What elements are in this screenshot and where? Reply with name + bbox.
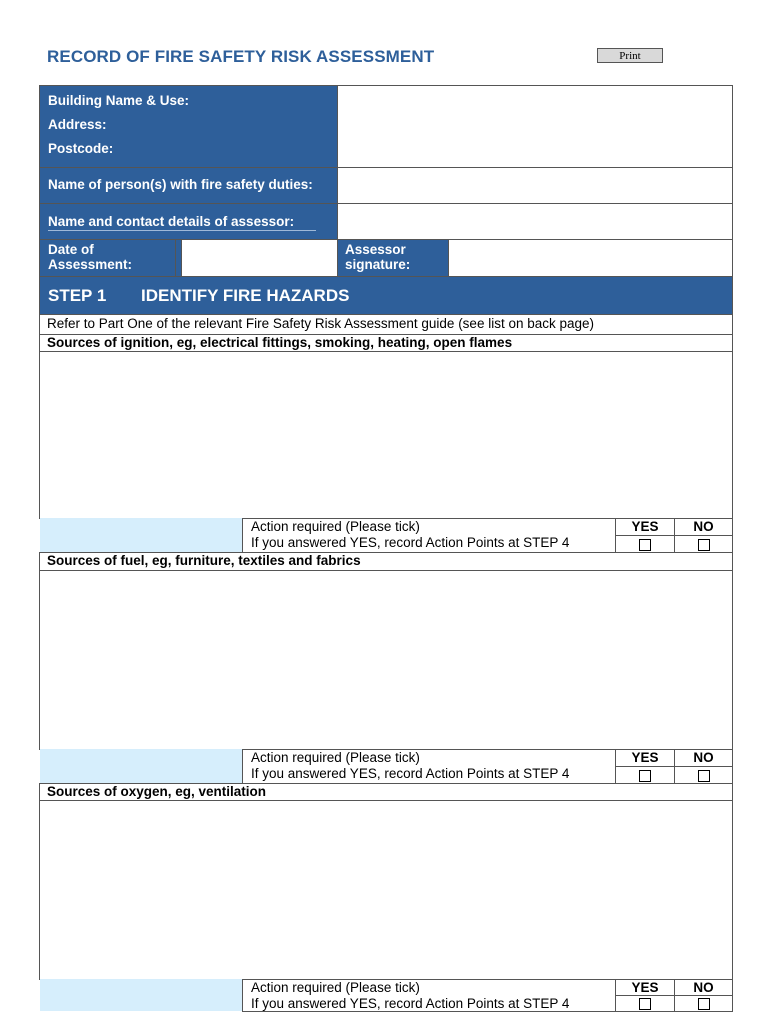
duties-input[interactable] <box>337 167 733 204</box>
yes-label: YES <box>615 979 675 996</box>
section-heading: Sources of fuel, eg, furniture, textiles and fabrics <box>39 552 733 571</box>
action-text <box>242 518 616 553</box>
step1-title: IDENTIFY FIRE HAZARDS <box>141 286 350 305</box>
assessor-label: Name and contact details of assessor: <box>48 214 316 231</box>
no-checkbox[interactable] <box>698 539 710 551</box>
action-line-2: If you answered YES, record Action Points at STEP 4 <box>251 766 570 781</box>
action-shade <box>40 749 243 784</box>
no-label: NO <box>674 979 733 996</box>
no-label: NO <box>674 749 733 767</box>
yes-cell <box>615 535 675 553</box>
assessor-label-cell <box>39 203 338 240</box>
signature-input[interactable] <box>448 239 733 277</box>
yes-label: YES <box>615 749 675 767</box>
no-label: NO <box>674 518 733 536</box>
no-checkbox[interactable] <box>698 998 710 1010</box>
yes-checkbox[interactable] <box>639 770 651 782</box>
no-checkbox[interactable] <box>698 770 710 782</box>
duties-label: Name of person(s) with fire safety duties: <box>39 167 338 204</box>
action-line-1: Action required (Please tick) <box>251 980 420 995</box>
action-shade <box>40 518 243 553</box>
building-input[interactable] <box>337 85 733 168</box>
address-label: Address: <box>48 117 107 132</box>
yes-checkbox[interactable] <box>639 539 651 551</box>
yes-cell <box>615 995 675 1012</box>
no-cell <box>674 535 733 553</box>
date-label-cell <box>39 239 176 277</box>
action-line-1: Action required (Please tick) <box>251 750 420 765</box>
yes-cell <box>615 766 675 784</box>
postcode-label: Postcode: <box>48 141 114 156</box>
yes-label: YES <box>615 518 675 536</box>
step1-header <box>39 276 733 315</box>
no-cell <box>674 995 733 1012</box>
date-label-line2: Assessment: <box>48 257 133 272</box>
date-input[interactable] <box>181 239 338 277</box>
action-text <box>242 749 616 784</box>
signature-label-line2: signature: <box>345 257 411 272</box>
assessor-input[interactable] <box>337 203 733 240</box>
print-button[interactable]: Print <box>597 48 663 63</box>
yes-checkbox[interactable] <box>639 998 651 1010</box>
step1-intro: Refer to Part One of the relevant Fire Safety Risk Assessment guide (see list on back page) <box>39 314 733 335</box>
ignition-notes-input[interactable] <box>39 351 733 519</box>
action-text <box>242 979 616 1012</box>
oxygen-notes-input[interactable] <box>39 800 733 980</box>
fuel-notes-input[interactable] <box>39 570 733 750</box>
signature-label-line1: Assessor <box>345 242 406 257</box>
no-cell <box>674 766 733 784</box>
step1-number: STEP 1 <box>48 286 107 305</box>
action-line-2: If you answered YES, record Action Points at STEP 4 <box>251 535 570 550</box>
date-label-line1: Date of <box>48 242 94 257</box>
section-heading: Sources of oxygen, eg, ventilation <box>39 783 733 801</box>
signature-label-cell <box>337 239 449 277</box>
action-line-2: If you answered YES, record Action Points at STEP 4 <box>251 996 570 1011</box>
section-heading: Sources of ignition, eg, electrical fittings, smoking, heating, open flames <box>39 334 733 352</box>
page-title: RECORD OF FIRE SAFETY RISK ASSESSMENT <box>47 47 435 66</box>
action-shade <box>40 979 243 1011</box>
building-label: Building Name & Use: <box>48 93 190 108</box>
building-label-cell <box>39 85 338 168</box>
action-line-1: Action required (Please tick) <box>251 519 420 534</box>
